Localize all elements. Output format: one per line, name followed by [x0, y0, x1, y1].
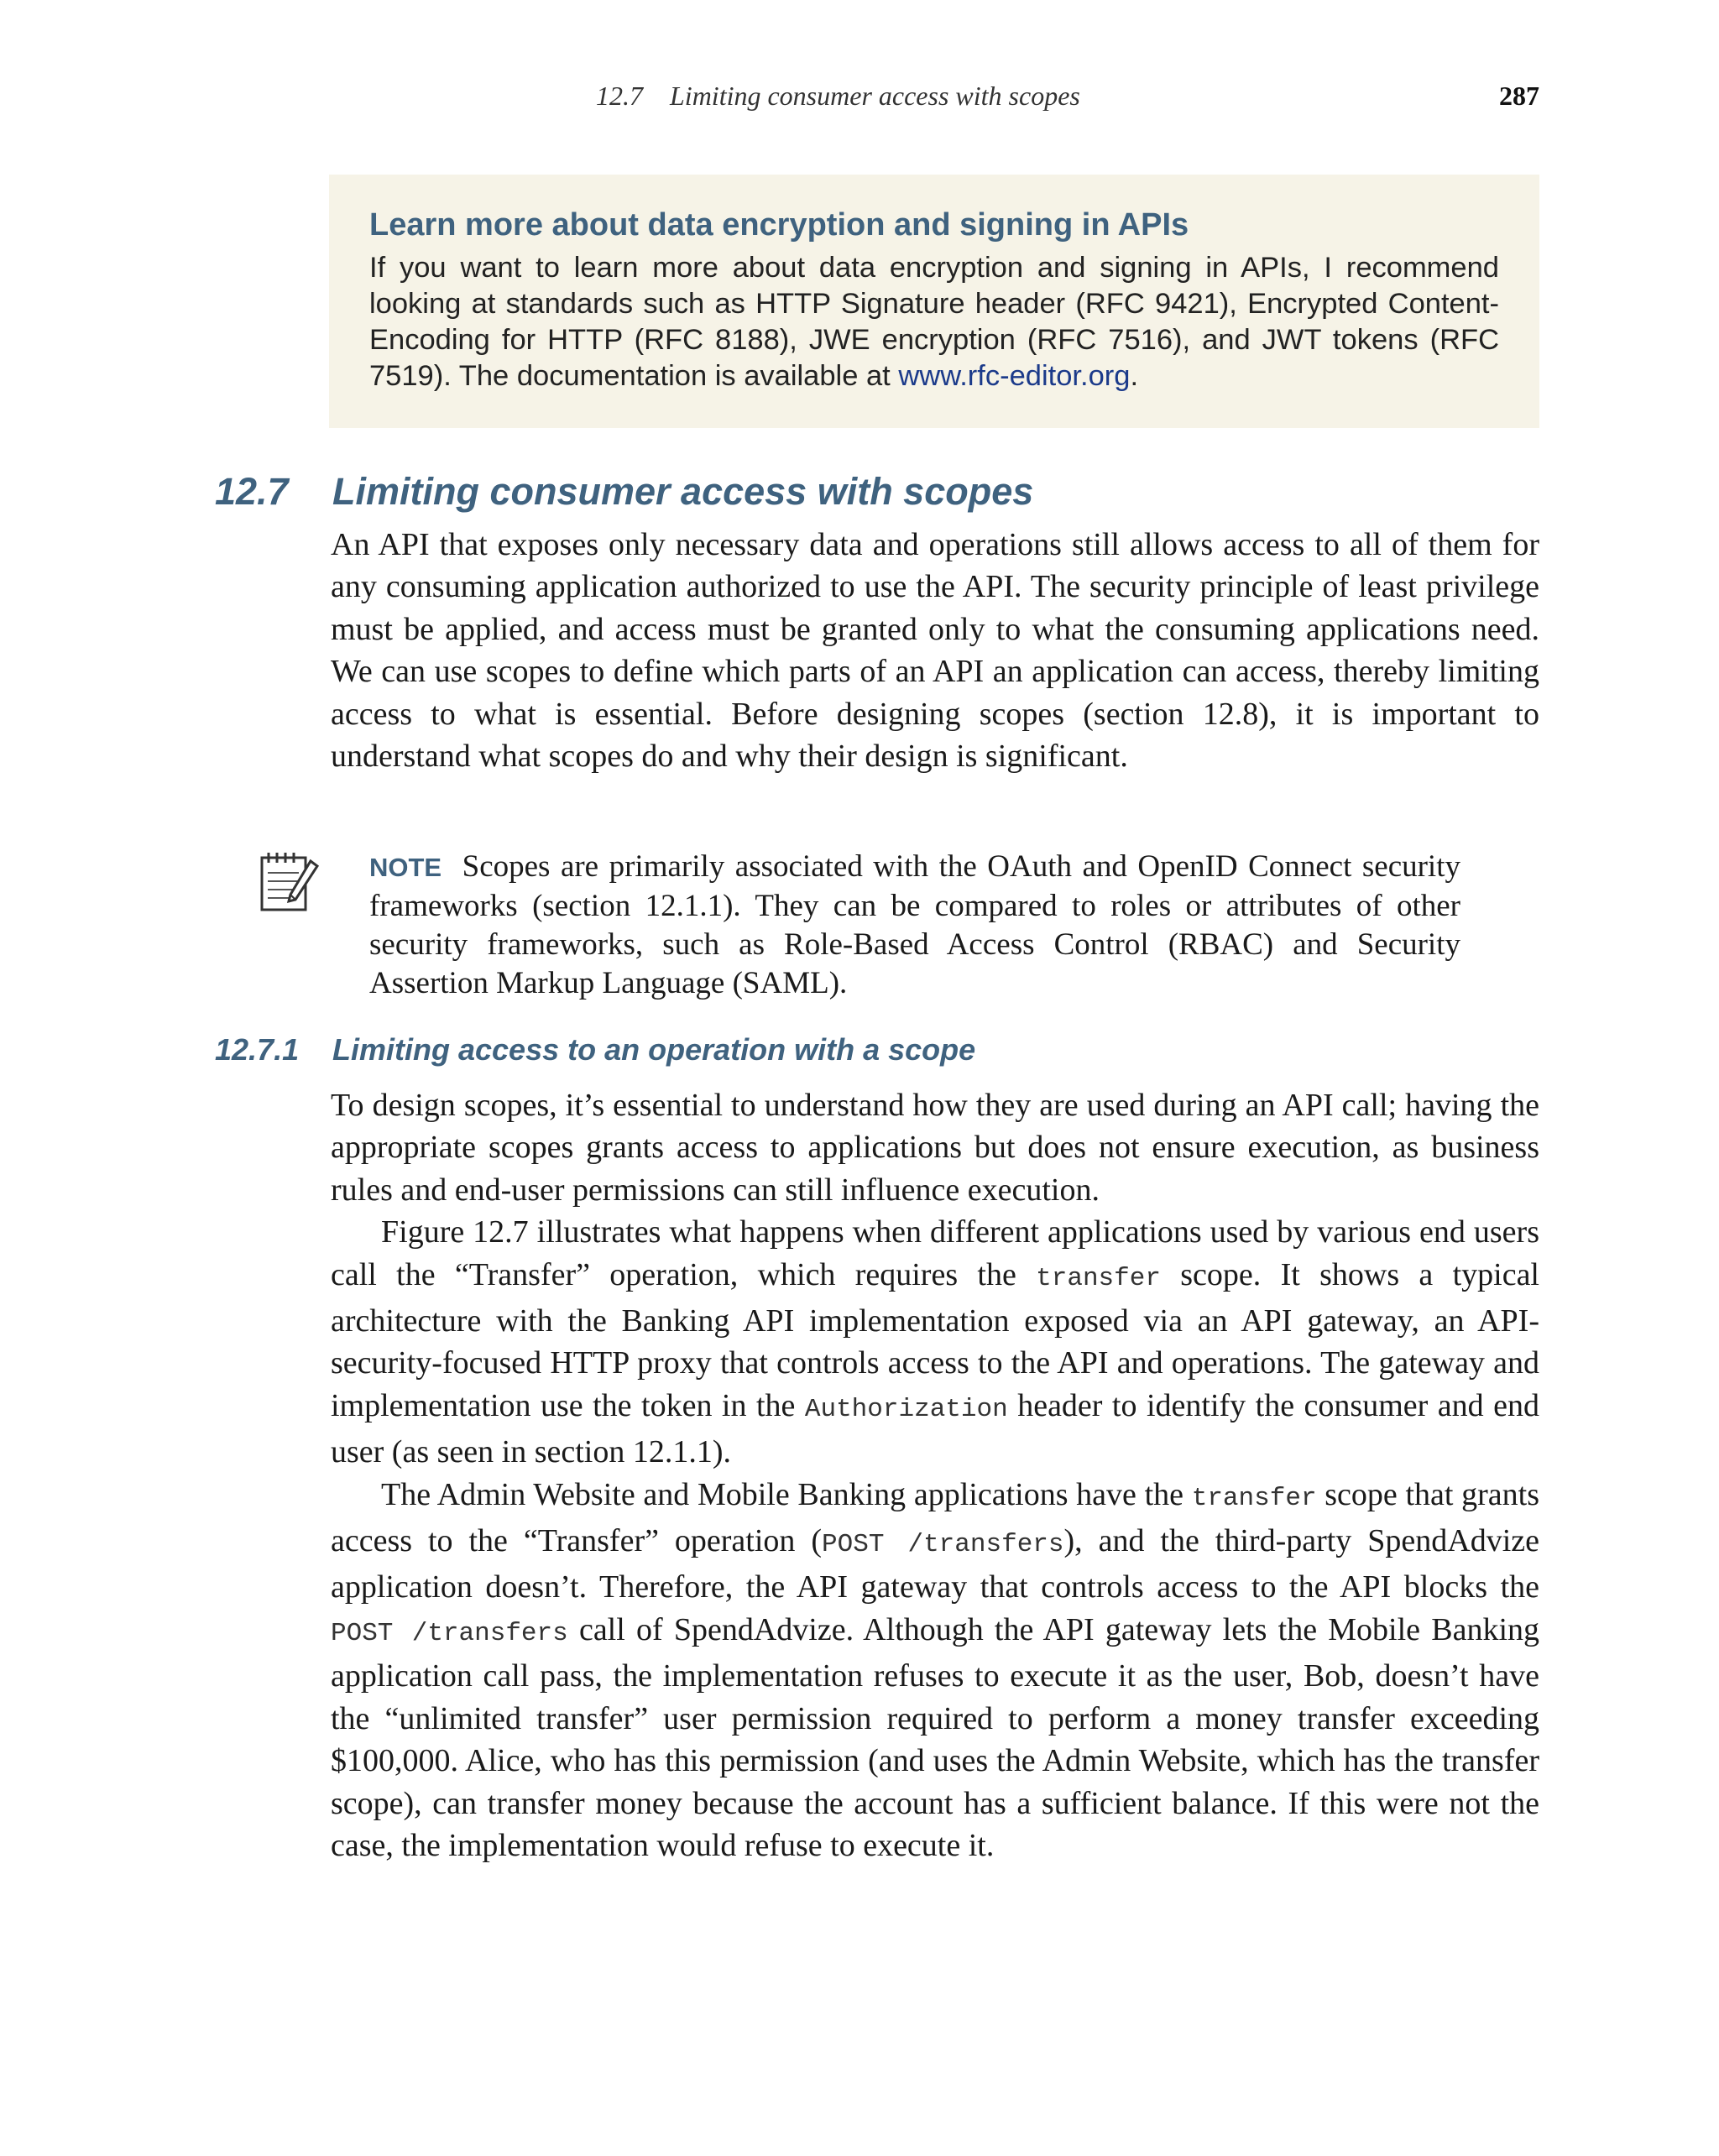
running-title: 12.7 Limiting consumer access with scopes: [596, 81, 1080, 111]
paragraph-2-text-a: Figure 12.7 illustrates what happens when different applications used by various end users call the “Transfer” operation, which requires the: [331, 1214, 1539, 1292]
code-transfer: transfer: [1036, 1263, 1161, 1293]
sidebar-box: [329, 175, 1539, 428]
note: [369, 848, 1460, 1003]
paragraph-2-text-c: header to identify the consumer and end user (as seen in section 12.1.1).: [331, 1387, 1539, 1470]
subsection-number: 12.7.1: [215, 1032, 300, 1067]
section-heading: [215, 467, 1558, 517]
note-label: NOTE: [369, 853, 442, 882]
section-paragraph: An API that exposes only necessary data and operations still allows access to all of them for any consuming application authorized to use the API. The security principle of least privilege must be applied, and access must be granted only to what the consuming applications need. We can use scopes to define which parts of an API an application can access, thereby limiting access to what is essential. Before designing scopes (section 12.8), it is important to understand what scopes do and why their design is significant.: [331, 527, 1539, 775]
rfc-editor-link[interactable]: www.rfc-editor.org: [898, 359, 1131, 392]
subsection-body: [331, 1084, 1539, 1866]
subsection-title: Limiting access to an operation with a scope: [332, 1032, 976, 1067]
paragraph-3-text-c: ), and the third-party SpendAdvize application doesn’t. Therefore, the API gateway that controls access to the API blocks the: [331, 1523, 1539, 1605]
paragraph-3: [331, 1474, 1539, 1867]
note-text: Scopes are primarily associated with the OAuth and OpenID Connect security frameworks (section 12.1.1). They can be compared to roles or attributes of other security frameworks, such as Role-Based Access Control (RBAC) and Security Assertion Markup Language (SAML).: [369, 849, 1460, 1000]
page-number: 287: [1499, 81, 1539, 111]
paragraph-3-text-a: The Admin Website and Mobile Banking applications have the: [381, 1476, 1192, 1512]
sidebar-body: [369, 250, 1499, 394]
section-number: 12.7: [215, 470, 289, 513]
section-body: [331, 524, 1539, 777]
section-title: Limiting consumer access with scopes: [332, 470, 1034, 513]
code-post-transfers: POST /transfers: [822, 1530, 1064, 1560]
paragraph-3-text-b: scope that grants access to the “Transfer” operation (: [331, 1476, 1539, 1559]
notepad-icon: [255, 849, 322, 916]
running-head: [0, 81, 1719, 117]
sidebar-title: Learn more about data encryption and signing in APIs: [369, 207, 1189, 243]
paragraph-2: [331, 1211, 1539, 1473]
sidebar-body-end: .: [1130, 359, 1139, 392]
code-transfer: transfer: [1191, 1483, 1317, 1513]
code-post-transfers: POST /transfers: [331, 1618, 568, 1648]
sidebar-body-text: If you want to learn more about data encryption and signing in APIs, I recommend looking at standards such as HTTP Signature header (RFC 9421), Encrypted Content-Encoding for HTTP (RFC 8188), JWE encryption (RFC 7516), and JWT tokens (RFC 7519). The documentation is available at: [369, 251, 1499, 392]
code-authorization: Authorization: [804, 1394, 1008, 1424]
paragraph-3-text-d: call of SpendAdvize. Although the API gateway lets the Mobile Banking application call pass, the implementation refuses to execute it as the user, Bob, doesn’t have the “unlimited transfer” user permission required to perform a money transfer exceeding $100,000. Alice, who has this permission (and uses the Admin Website, which has the transfer scope), can transfer money because the account has a sufficient balance. If this were not the case, the implementation would refuse to execute it.: [331, 1611, 1539, 1863]
paragraph-2-text-b: scope. It shows a typical architecture with the Banking API implementation exposed via an API gateway, an API-security-focused HTTP proxy that controls access to the API and operations. The gateway and implementation use the token in the: [331, 1256, 1539, 1423]
paragraph-1: To design scopes, it’s essential to understand how they are used during an API call; having the appropriate scopes grants access to applications but does not ensure execution, as business rules and end-user permissions can still influence execution.: [331, 1088, 1539, 1208]
subsection-heading: [215, 1029, 1558, 1071]
